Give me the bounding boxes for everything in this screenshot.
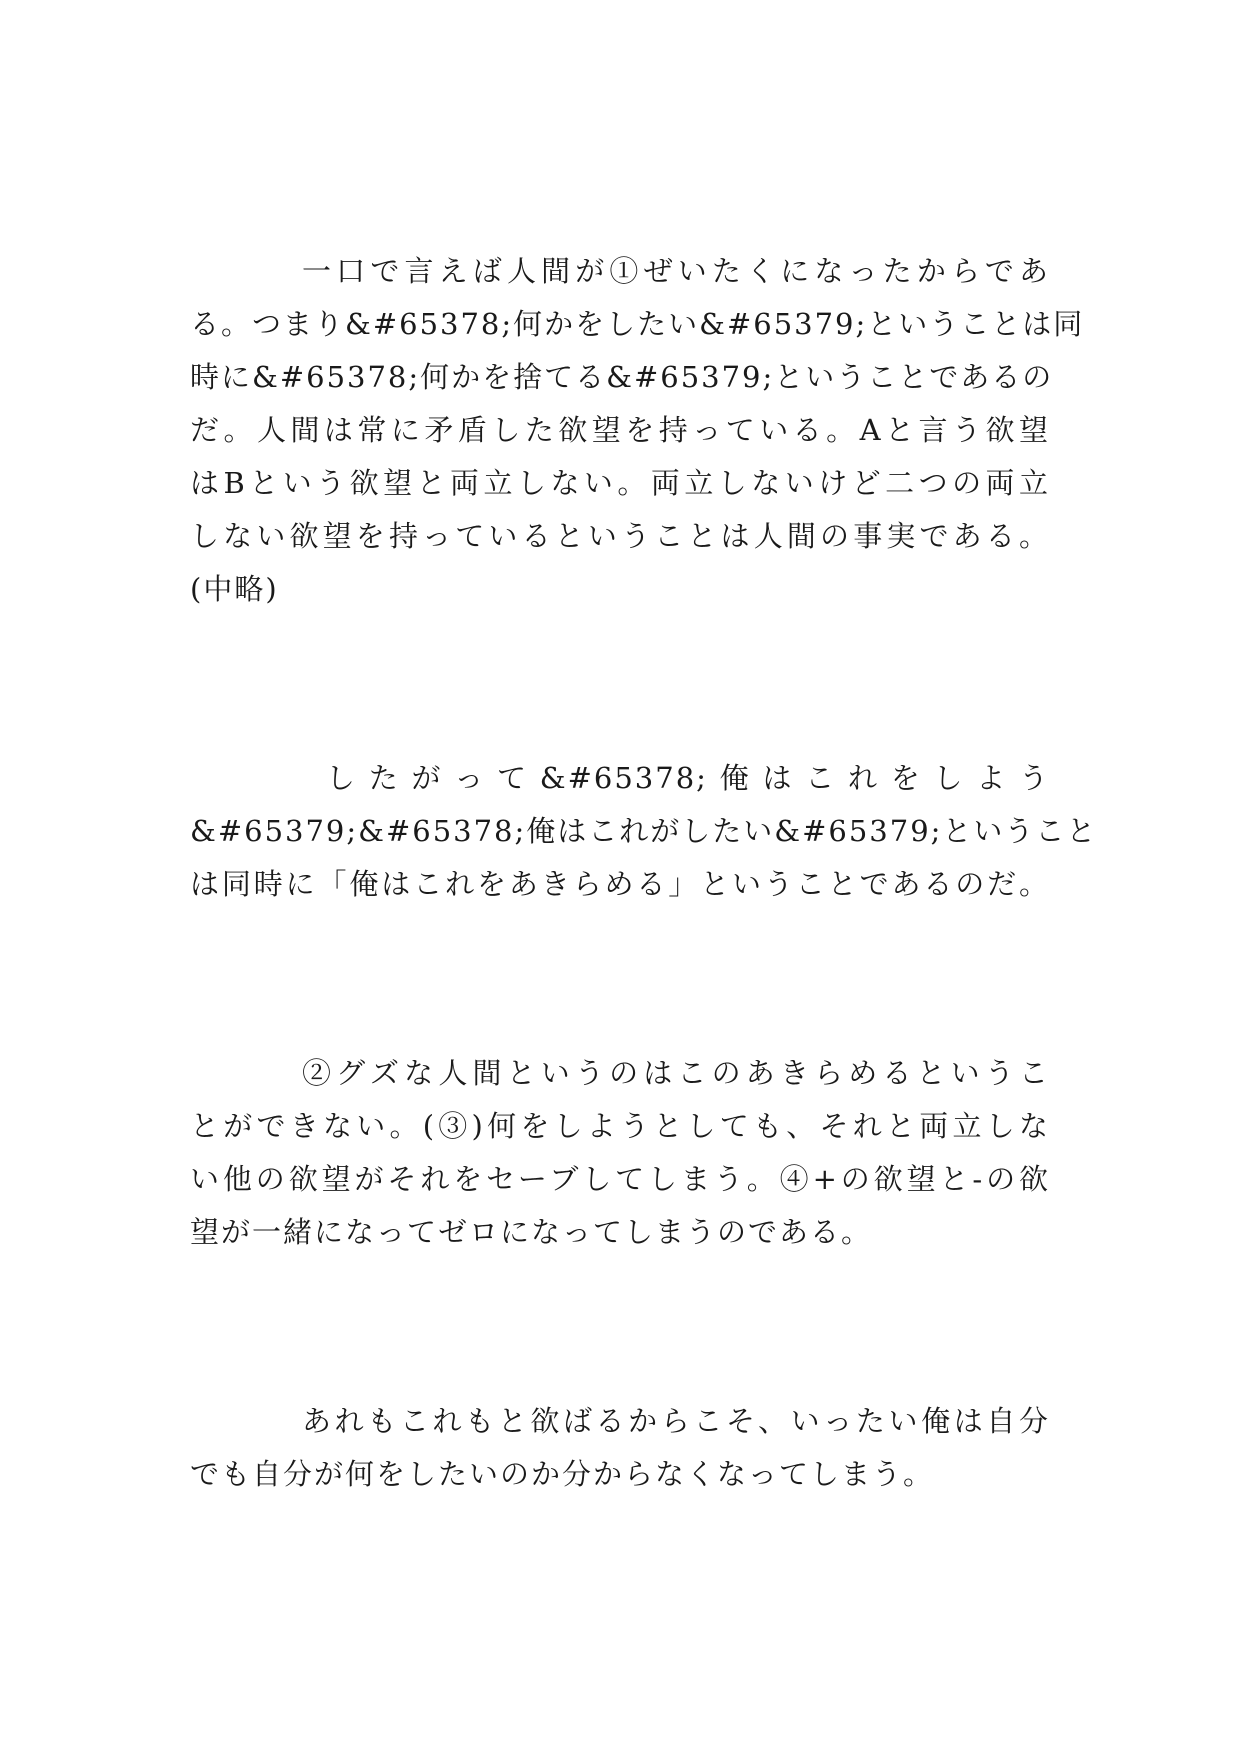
paragraph-1-line-1: 一口で言えば人間が①ぜいたくになったからであ [302,254,1050,288]
paragraph-2-line-2: &#65379;&#65378;俺はこれがしたい&#65379;ということ [190,814,1098,848]
paragraph-4-line-2: でも自分が何をしたいのか分からなくなってしまう。 [190,1457,935,1491]
paragraph-1-line-5: はBという欲望と両立しない。両立しないけど二つの両立 [190,466,1050,500]
paragraph-3-line-3: い他の欲望がそれをセーブしてしまう。④+の欲望と-の欲 [190,1162,1050,1196]
paragraph-3-line-4: 望が一緒になってゼロになってしまうのである。 [190,1215,873,1249]
paragraph-3-line-2: とができない。(③)何をしようとしても、それと両立しな [190,1109,1050,1143]
paragraph-1-line-7: (中略) [190,572,279,606]
paragraph-1-line-6: しない欲望を持っているということは人間の事実である。 [190,519,1050,553]
paragraph-2-line-1: したがって&#65378;俺はこれをしよう [326,761,1050,795]
paragraph-3-line-1: ②グズな人間というのはこのあきらめるというこ [302,1056,1050,1090]
paragraph-1-line-3: 時に&#65378;何かを捨てる&#65379;ということであるの [190,360,1054,394]
paragraph-2-line-3: は同時に「俺はこれをあきらめる」ということであるのだ。 [190,867,1050,901]
paragraph-4-line-1: あれもこれもと欲ばるからこそ、いったい俺は自分 [302,1404,1050,1438]
paragraph-1-line-2: る。つまり&#65378;何かをしたい&#65379;ということは同 [190,307,1085,341]
paragraph-1-line-4: だ。人間は常に矛盾した欲望を持っている。Aと言う欲望 [190,413,1050,447]
